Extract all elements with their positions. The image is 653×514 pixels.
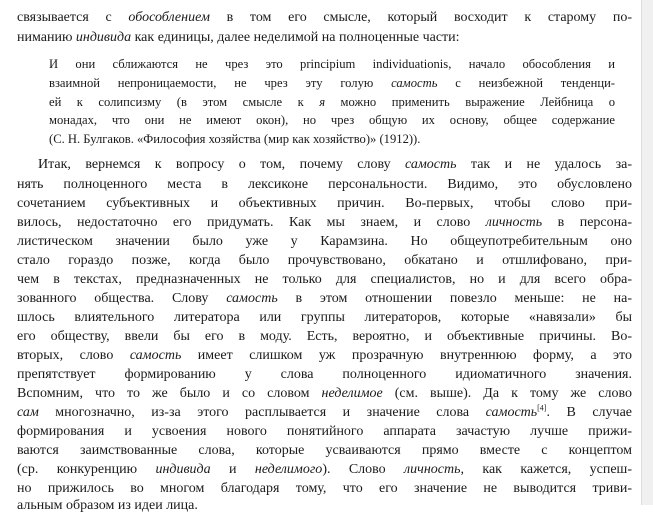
text-line — [17, 272, 632, 288]
italic-term: самость — [129, 348, 182, 363]
text-line — [17, 462, 632, 478]
footnote-marker[interactable]: [4] — [537, 403, 547, 413]
italic-term: самость — [405, 157, 457, 172]
text-line — [17, 310, 632, 326]
text-segment: зованного общества. Слову — [17, 291, 227, 306]
text-segment: листическом значении было уже у Карамзина. Но общеупотребительным оно — [17, 234, 632, 249]
text-segment: Вспомним, что то же было и со словом — [17, 386, 322, 401]
italic-term: самость — [391, 76, 438, 90]
text-segment: ваются заимствованные слова, которые усваиваются прямо вместе с концептом — [17, 443, 632, 458]
italic-term: индивида — [75, 30, 132, 45]
italic-term: я — [319, 95, 326, 109]
text-line — [49, 95, 615, 110]
text-line — [17, 498, 198, 514]
italic-term: неделимое — [321, 386, 383, 401]
text-line — [49, 132, 420, 147]
text-segment: стало гораздо позже, когда было прочувствовано, обкатано и отшлифовано, при- — [17, 253, 632, 268]
text-segment: сочетанием субъективных и объективных причин. Во-первых, чтобы слово при- — [17, 196, 632, 211]
text-segment: ниманию — [17, 30, 76, 45]
text-segment: И они сближаются не чрез это principium individuationis, начало обособления и — [49, 57, 615, 71]
text-line — [17, 405, 632, 421]
text-segment: взаимной непроницаемости, не чрез эту голую — [49, 76, 392, 90]
text-line — [17, 291, 632, 307]
text-segment: ей к солипсизму (в этом смысле к — [49, 95, 320, 109]
text-line — [17, 443, 632, 459]
text-segment: препятствует формированию у слова полноценного идиоматичного значения. — [17, 367, 632, 382]
text-segment: вилось, недостаточно его придумать. Как мы знаем, и слово — [17, 215, 486, 230]
text-line — [17, 481, 632, 497]
text-line — [17, 177, 632, 193]
text-line — [17, 30, 460, 46]
text-segment: в том его смысле, который восходит к старому по- — [209, 10, 632, 25]
text-segment: (ср. конкуренцию — [17, 462, 156, 477]
italic-term: неделимого — [254, 462, 323, 477]
text-segment: но прижилось во многом благодаря тому, что его значение не выводится триви- — [17, 481, 632, 496]
text-line — [17, 329, 632, 345]
text-segment: Итак, вернемся к вопросу о том, почему слову — [38, 157, 406, 172]
text-segment: его обществу, ввели бы его в моду. Есть, вероятно, и объективные причины. Во- — [17, 329, 632, 344]
text-line — [49, 113, 615, 128]
text-line — [17, 196, 632, 212]
text-line — [17, 386, 632, 402]
text-line — [17, 253, 632, 269]
text-segment: и — [210, 462, 255, 477]
text-line — [49, 76, 615, 91]
text-line — [38, 157, 632, 173]
text-segment: шлось влиятельного литератора или группы литераторов, которые «навязали» бы — [17, 310, 632, 325]
text-segment: монадах, что они не имеют окон), но чрез общую их основу, общее содержание — [49, 113, 615, 127]
text-line — [17, 234, 632, 250]
text-segment: так и не удалось за- — [456, 157, 633, 172]
text-line — [17, 10, 632, 26]
text-segment: как единицы, далее неделимой на полноценные части: — [131, 30, 460, 45]
text-line — [17, 215, 632, 231]
italic-term: личность — [404, 462, 461, 477]
italic-term: самость — [485, 405, 538, 420]
text-segment: вторых, слово — [17, 348, 130, 363]
text-segment: , как кажется, успеш- — [460, 462, 632, 477]
text-segment: (см. выше). Да к тому же слово — [382, 386, 632, 401]
italic-term: сам — [17, 405, 39, 420]
text-segment: связывается с — [17, 10, 129, 25]
text-segment: чем в текстах, предназначенных не только для специалистов, но и для всего обра- — [17, 272, 632, 287]
italic-term: обособлением — [128, 10, 210, 25]
text-segment: (С. Н. Булгаков. «Философия хозяйства (мир как хозяйство)» (1912)). — [49, 132, 421, 146]
text-line — [49, 57, 615, 72]
text-segment: формирования и усвоения нового понятийного аппарата зачастую лучше прижи- — [17, 424, 632, 439]
text-line — [17, 348, 632, 364]
text-segment: нять полноценного места в лексиконе персональности. Видимо, это обусловлено — [17, 177, 632, 192]
italic-term: личность — [485, 215, 543, 230]
text-segment: в персона- — [542, 215, 632, 230]
text-segment: . В случае — [546, 405, 632, 420]
italic-term: самость — [226, 291, 278, 306]
text-segment: с неизбежной тенденци- — [437, 76, 615, 90]
text-segment: имеет слишком уж прозрачную внутреннюю форму, а это — [181, 348, 632, 363]
text-segment: ). Слово — [322, 462, 405, 477]
text-segment: в этом отношении повезло меньше: не на- — [277, 291, 633, 306]
italic-term: индивида — [155, 462, 211, 477]
scrollbar-edge[interactable] — [641, 0, 653, 505]
text-segment: альным образом из идеи лица. — [17, 498, 198, 513]
text-segment: можно применить выражение Лейбница о — [325, 95, 615, 109]
text-line — [17, 367, 632, 383]
text-line — [17, 424, 632, 440]
text-segment: многозначно, из-за этого расплывается и значение слова — [38, 405, 486, 420]
